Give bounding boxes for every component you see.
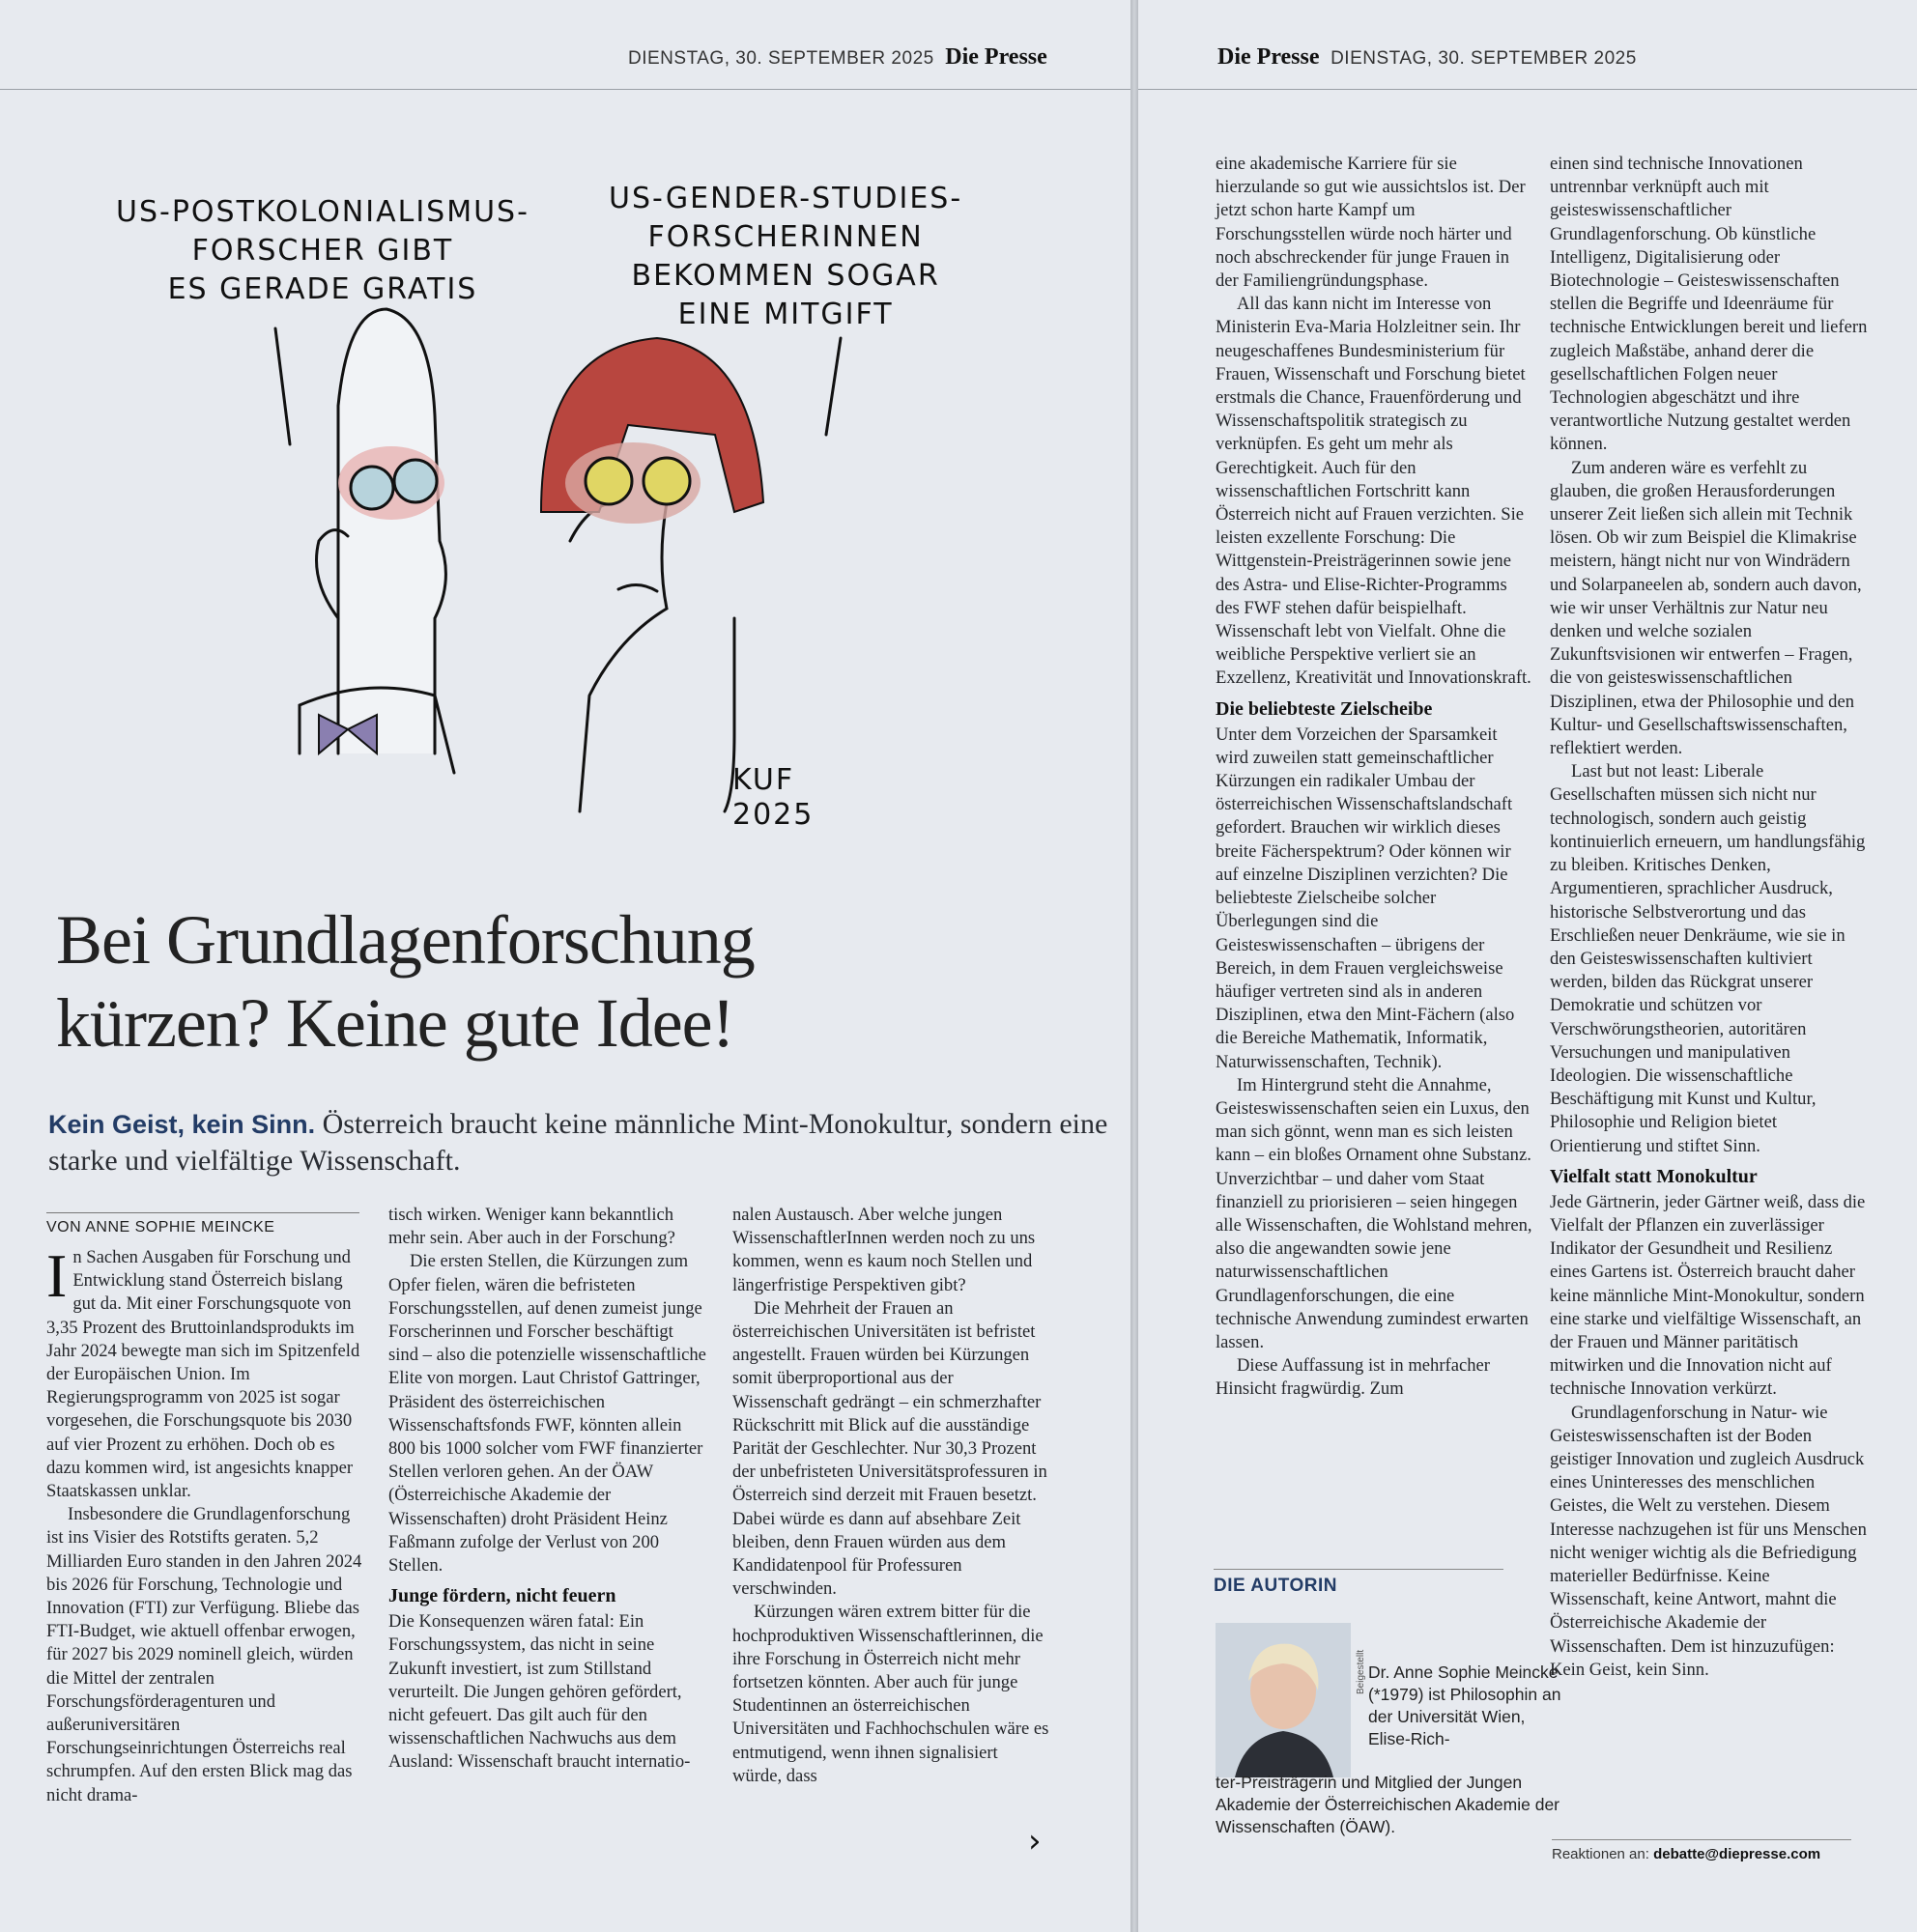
standfirst [48,1106,1111,1179]
author-portrait [1216,1623,1351,1777]
article-column-1: In Sachen Ausgaben für Forschung und Entwicklung stand Österreich bislang gut da. Mit einer Forschungsquote von 3,35 Prozent des Bruttoinlandsprodukts im Jahr 2024 bewegte man sich im Spitzenfeld der Europäischen Union. Im Regierungsprogramm von 2025 ist sogar vorgesehen, die Forschungsquote bis 2030 auf vier Prozent zu erhöhen. Doch ob es dazu kommen wird, ist angesichts knapper Staatskassen unklar. Insbesondere die Grundlagenforschung ist ins Visier des Rotstifts geraten. 5,2 Milliarden Euro standen in den Jahren 2024 bis 2026 für Forschung, Technologie und Innovation (FTI) zur Verfügung. Bliebe das FTI-Budget, wie aktuell offenbar erwogen, für 2027 bis 2029 nominell gleich, würden die Mittel der zentralen Forschungsförderagenturen und außeruniversitären Forschungseinrichtungen Österreichs real schrumpfen. Auf den ersten Blick mag das nicht drama- [46,1241,362,1805]
photo-credit: Beigestellt [1356,1649,1366,1694]
byline: VON ANNE SOPHIE MEINCKE [46,1212,359,1236]
headline: Bei Grundlagenforschung kürzen? Keine gute Idee! [56,901,755,1062]
page-header-right [1217,44,1637,71]
cartoon-signature: KUF 2025 [732,763,815,832]
article-column-3: nalen Austausch. Aber welche jungen WissenschaftlerInnen werden noch zu uns kommen, wenn es kaum noch Stellen und längerfristige Perspektiven gibt? Die Mehrheit der Frauen an österreichischen Universitäten ist befristet angestellt. Frauen würden bei Kürzungen somit überproportional aus der Wissenschaft gedrängt – ein schmerzhafter Rückschritt mit Blick auf die ausständige Parität der Geschlechter. Nur 30,3 Prozent der unbefristeten Universitätsprofessuren in Österreich sind derzeit mit Frauen besetzt. Dabei würde es dann auf absehbare Zeit bleiben, denn Frauen würden aus dem Kandidatenpool für Professuren verschwinden. Kürzungen wären extrem bitter für die hochproduktiven Wissenschaftlerinnen, die ihre Forschung in Österreich nicht mehr fortsetzen könnten. Aber auch für junge Studentinnen an österreichischen Universitäten und Fachhochschulen wäre es entmutigend, wenn ihnen signalisiert würde, dass [732,1205,1049,1786]
reactions-email[interactable]: debatte@diepresse.com [1653,1846,1821,1862]
kicker: Kein Geist, kein Sinn. [48,1110,316,1139]
article-column-4: eine akademische Karriere für sie hierzulande so gut wie aussichtslos ist. Der jetzt schon harte Kampf um Forschungsstellen würde noch härter und noch abschreckender für junge Frauen in der Familiengründungsphase. All das kann nicht im Interesse von Ministerin Eva-Maria Holzleitner sein. Ihr neugeschaffenes Bundesministerium für Frauen, Wissenschaft und Forschung bietet erstmals die Chance, Frauenförderung und Wissenschaftspolitik strategisch zu verknüpfen. Es geht um mehr als Gerechtigkeit. Auch für den wissenschaftlichen Fortschritt kann Österreich nicht auf Frauen verzichten. Sie leisten exzellente Forschung: Die Wittgenstein-Preisträgerinnen sowie jene des Astra- und Elise-Richter-Programms des FWF stehen dafür beispielhaft. Wissenschaft lebt von Vielfalt. Ohne die weibliche Perspektive verliert sie an Exzellenz, Kreativität und Innovationskraft. Die beliebteste Zielscheibe Unter dem Vorzeichen der Sparsamkeit wird zuweilen statt gemeinschaftlicher Kürzungen ein radikaler Umbau der österreichischen Wissenschaftslandschaft gefordert. Brauchen wir wirklich dieses breite Fächerspektrum? Oder können wir auf einzelne Disziplinen verzichten? Die beliebteste Zielscheibe solcher Überlegungen sind die Geisteswissenschaften – übrigens der Bereich, in dem Frauen vergleichsweise häufiger vertreten sind als in anderen Disziplinen, etwa den Mint-Fächern (also die Bereiche Mathematik, Informatik, Naturwissenschaften, Technik). Im Hintergrund steht die Annahme, Geisteswissenschaften seien ein Luxus, den man sich gönnt, wenn man es sich leisten kann – ein bloßes Ornament ohne Substanz. Unverzichtbar – und daher vom Staat finanziell zu priorisieren – seien hingegen alle Wissenschaften, die Wohlstand mehren, also die angewandten sowie jene naturwissenschaftlichen Grundlagenforschungen, die eine technische Anwendung zumindest erwarten lassen. Diese Auffassung ist in mehrfacher Hinsicht fragwürdig. Zum [1216,153,1534,1402]
author-bio-bottom: ter-Preisträgerin und Mitglied der Jungen Akademie der Österreichischen Akademie der Wissenschaften (ÖAW). [1216,1773,1560,1836]
author-box-heading: DIE AUTORIN [1214,1569,1503,1597]
standfirst-text: Österreich braucht keine männliche Mint-Monokultur, sondern eine starke und vielfältige Wissenschaft. [48,1108,1108,1177]
header-date-right: DIENSTAG, 30. SEPTEMBER 2025 [1330,48,1637,69]
header-rule-right [1138,89,1917,90]
author-bio-top: Dr. Anne Sophie Meincke (*1979) ist Philosophin an der Universität Wien, Elise-Rich- [1368,1662,1561,1748]
speech-right: US-GENDER-STUDIES- FORSCHERINNEN BEKOMMEN SOGAR EINE MITGIFT [609,182,963,331]
header-brand-right: Die Presse [1217,44,1320,70]
article-column-5: einen sind technische Innovationen untrennbar verknüpft auch mit geisteswissenschaftlicher Grundlagenforschung. Ob künstliche Intelligenz, Digitalisierung oder Biotechnologie – Geisteswissenschaften stellen die Begriffe und Ideenräume für technische Entwicklungen bereit und liefern zugleich Maßstäbe, anhand derer die gesellschaftlichen Folgen neuer Technologien abgeschätzt und ihre verantwortliche Nutzung gestaltet werden können. Zum anderen wäre es verfehlt zu glauben, die großen Herausforderungen unserer Zeit ließen sich allein mit Technik lösen. Ob wir zum Beispiel die Klimakrise meistern, hängt nicht nur von Windrädern und Solarpaneelen ab, sondern auch davon, wie wir unser Verhältnis zur Natur neu denken und welche sozialen Zukunftsvisionen wir entwerfen – Fragen, die von geisteswissenschaftlichen Disziplinen, etwa der Philosophie und den Kultur- und Gesellschaftswissenschaften, reflektiert werden. Last but not least: Liberale Gesellschaften müssen sich nicht nur technologisch, sondern auch geistig kontinuierlich erneuern, um handlungsfähig zu bleiben. Kritisches Denken, Argumentieren, sprachlicher Ausdruck, historische Selbstverortung und das Erschließen neuer Denkräume, wie sie in den Geisteswissenschaften kultiviert werden, bilden das Rückgrat unserer Demokratie und schützen vor Verschwörungstheorien, autoritären Versuchungen und manipulativen Ideologien. Die wissenschaftliche Beschäftigung mit Kunst und Kultur, Philosophie und Religion bietet Orientierung und stiftet Sinn. Vielfalt statt Monokultur Jede Gärtnerin, jeder Gärtner weiß, dass die Vielfalt der Pflanzen ein zuverlässiger Indikator der Gesundheit und Resilienz eines Gartens ist. Österreich braucht daher keine männliche Mint-Monokultur, sondern eine starke und vielfältige Wissenschaft, an der Frauen und Männer paritätisch mitwirken und die Innovation nicht auf technische Innovation verkürzt. Grundlagenforschung in Natur- wie Geisteswissenschaften ist der Boden geistiger Innovation und zugleich Ausdruck eines Uninteresses des menschlichen Geistes, die Welt zu verstehen. Diesem Interesse nachzugehen ist für uns Menschen nicht weniger wichtig als die Befriedigung materieller Bedürfnisse. Keine Wissenschaft, keine Antwort, mahnt die Österreichische Akademie der Wissenschaften. Dem ist hinzuzufügen: Kein Geist, kein Sinn. [1550,154,1868,1680]
continue-arrow-icon: › [1028,1822,1042,1861]
speech-left: US-POSTKOLONIALISMUS- FORSCHER GIBT ES GERADE GRATIS [116,195,529,306]
page-gutter [1130,0,1138,1932]
reactions-line: Reaktionen an: debatte@diepresse.com [1552,1839,1851,1862]
right-page [1138,0,1917,1932]
subheading-zielscheibe: Die beliebteste Zielscheibe [1216,697,1433,720]
header-brand: Die Presse [945,44,1047,70]
article-column-2: tisch wirken. Weniger kann bekanntlich mehr sein. Aber auch in der Forschung? Die ersten Stellen, die Kürzungen zum Opfer fielen, wären die befristeten Forschungsstellen, auf denen zumeist junge Forscherinnen und Forscher beschäftigt sind – also die potenzielle wissenschaftliche Elite von morgen. Laut Christof Gattringer, Präsident des österreichischen Wissenschaftsfonds FWF, könnten allein 800 bis 1000 solcher vom FWF finanzierter Stellen verloren gehen. An der ÖAW (Österreichische Akademie der Wissenschaften) droht Präsident Heinz Faßmann zufolge der Verlust von 200 Stellen. Junge fördern, nicht feuern Die Konsequenzen wären fatal: Ein Forschungssystem, das nicht in seine Zukunft investiert, ist zum Stillstand verurteilt. Die Jungen gehören gefördert, nicht gefeuert. Das gilt auch für den wissenschaftlichen Nachwuchs aus dem Ausland: Wissenschaft braucht internatio- [388,1205,706,1773]
subheading-junge: Junge fördern, nicht feuern [388,1585,616,1607]
header-date: DIENSTAG, 30. SEPTEMBER 2025 [628,48,934,69]
author-photo [1216,1623,1351,1777]
dropcap: I [46,1241,68,1310]
cartoon-drawing [0,0,1130,869]
subheading-vielfalt: Vielfalt statt Monokultur [1550,1165,1758,1187]
